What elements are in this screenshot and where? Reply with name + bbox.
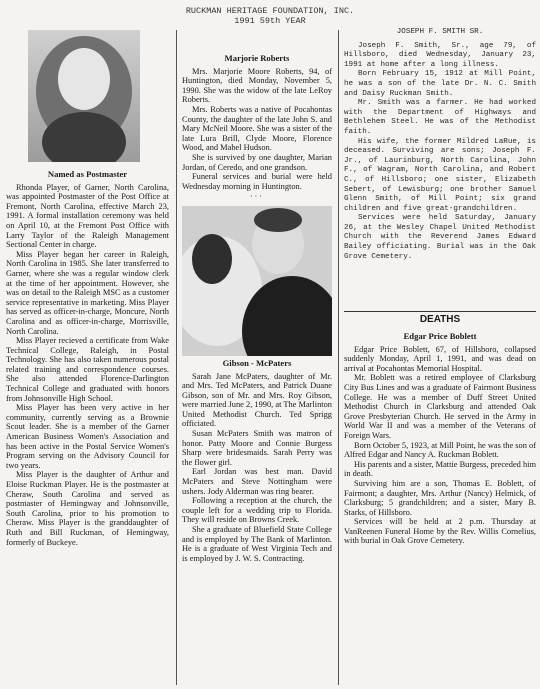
paragraph: Susan McPaters Smith was matron of honor. Patty Moore and Connie Burgess Sharp were bridesmaids. Sarah Perry was the flower girl. [182, 429, 332, 467]
portrait-photo [28, 30, 140, 162]
paragraph: Miss Player has been very active in her community, currently serving as a Brownie Scout leader. She is a member of the Garner American Business Women's Association and has been active in the Postal Service Women's Program serving on the Advisory Council for two years. [6, 403, 169, 470]
paragraph: She a graduate of Bluefield State College and is employed by The Bank of Marlinton. He is a graduate of West Virginia Tech and is employed by J. W. S. Contracting. [182, 525, 332, 563]
paragraph: Services will be held at 2 p.m. Thursday at VanReenen Funeral Home by the Rev. Willis Cornelius, with burial in Oak Grove Cemetery. [344, 517, 536, 546]
column-divider [176, 30, 177, 685]
paragraph: Earl Jordan was best man. David McPaters and Steve Nottingham were ushers. Jody Alderman was ring bearer. [182, 467, 332, 496]
paragraph: Born February 15, 1912 at Mill Point, he was a son of the late Dr. N. C. Smith and Daisy Ruckman Smith. [344, 70, 536, 98]
paragraph: Mr. Smith was a farmer. He had worked with the Department of Highways and Bethlehem Steel. He was of the Methodist faith. [344, 99, 536, 136]
paragraph: Edgar Price Boblett, 67, of Hillsboro, collapsed suddenly Monday, April 1, 1991, and was dead on arrival at Pocahontas Memorial Hospital. [344, 344, 536, 373]
column-divider [338, 30, 339, 685]
paragraph: Rhonda Player, of Garner, North Carolina, was appointed Postmaster of the Post Office at Fremont, North Carolina, effective March 23, 1991. A formal installation ceremony was held on April 10, at the Fremont Post Office with Larry Taylor of the Raleigh Management Sectional Center in charge. [6, 182, 169, 250]
paragraph: Mr. Boblett was a retired employee of Clarksburg City Bus Lines and was a graduate of Fairmont Business College. He was a member of Duff Street United Methodist Church in Clarksburg and attended Oak Grove Presbyterian Church. He served in the Army in World War II and was a member of the Veterans of Foreign Wars. [344, 373, 536, 440]
section-rule [344, 311, 536, 312]
paragraph: Sarah Jane McPaters, daughter of Mr. and Mrs. Ted McPaters, and Patrick Duane Gibson, son of Mr. and Mrs. Roy Gibson, were married June 2, 1990, at The Marlinton United Methodist Church. Ted Sprigg officiated. [182, 371, 332, 429]
header-line-2: 1991 59th YEAR [234, 16, 306, 26]
separator-dots: ··· [250, 192, 264, 202]
postmaster-article [6, 30, 169, 547]
paragraph: Miss Player began her career in Raleigh, North Carolina in 1985. She later transferred to Garner, where she was a regular window clerk at the time of her appointment. However, she was on detail to the Raleigh MSC as a customer service representative in marketing. Miss Player has served as officer-in-charge, Moncure, North Carolina and as officer-in-charge, Morrisville, North Carolina. [6, 249, 169, 336]
article-title: Edgar Price Boblett [403, 331, 477, 341]
paragraph: Following a reception at the church, the couple left for a wedding trip to Florida. They will reside on Browns Creek. [182, 496, 332, 525]
paragraph: Miss Player recieved a certificate from Wake Technical College, Raleigh, in Postal Technology. She has also taken numerous postal related training and correspondence courses. She also attended Florence-Darlington Technical College and graduated with honors from Johnsonville High School. [6, 336, 169, 403]
header-line-1: RUCKMAN HERITAGE FOUNDATION, INC. [185, 6, 355, 16]
photo-caption: Gibson - McPaters [222, 357, 292, 368]
paragraph: Born October 5, 1923, at Mill Point, he was the son of Alfred Edgar and Nancy A. Ruckman Boblett. [344, 440, 536, 460]
paragraph: His wife, the former Mildred LaRue, is deceased. Surviving are sons; Joseph F. Jr., of Laurinburg, North Carolina, John F., of Wagram, North Carolina, and Robert C., of Hillsboro; one sister, Elizabeth Sebert, of Lewisburg; one brother Samuel Glenn Smith, of Mill Point; six grand children and five great-grandchildren. [344, 137, 536, 213]
roberts-mcpaters-column [182, 52, 332, 563]
paragraph: Joseph F. Smith, Sr., age 79, of Hillsboro, died Wednesday, January 23, 1991 at home after a long illness. [344, 41, 536, 69]
wedding-photo [182, 206, 332, 356]
paragraph: Surviving him are a son, Thomas E. Boblett, of Fairmont; a daughter, Mrs. Arthur (Nancy) Helmick, of Clarksburg; 5 grandchildren; and a sister, Mary B. Starks, of Hillsboro. [344, 478, 536, 517]
smith-obituary [344, 28, 536, 262]
article-title: Named as Postmaster [47, 169, 128, 179]
paragraph: Miss Player is the daughter of Arthur and Eloise Ruckman Player. He is the postmaster at Cheraw, South Carolina and served as postmaster of Hemingway and Johnsonville, South Carolina, prior to his promotion to Cheraw. Miss Player is the granddaughter of Ruth and Bill Ruckman, of Hemingway, formerly of Buckeye. [6, 470, 169, 547]
paragraph: Mrs. Marjorie Moore Roberts, 94, of Huntington, died Monday, November 5, 1990. She was the widow of the late LeRoy Roberts. [182, 66, 332, 105]
page-header [0, 6, 540, 26]
paragraph: His parents and a sister, Mattie Burgess, preceded him in death. [344, 459, 536, 479]
deaths-heading: DEATHS [419, 314, 461, 325]
paragraph: She is survived by one daughter, Marian Jordan, of Ceredo, and one grandson. [182, 152, 332, 172]
paragraph: Mrs. Roberts was a native of Pocahontas County, the daughter of the late John S. and Mary McNeil Moore. She was a sister of the late Lura Brill, Clyde Moore, Florence Wood, and Mabel Hudson. [182, 104, 332, 153]
paragraph: Services were held Saturday, January 26, at the Wesley Chapel United Methodist Church with the Reverend James Edward Bailey officiating. Burial was in the Oak Grove Cemetery. [344, 214, 536, 261]
boblett-obituary [344, 330, 536, 546]
article-title: JOSEPH F. SMITH SR. [396, 28, 484, 36]
paragraph: Funeral services and burial were held Wednesday morning in Huntington. [182, 172, 332, 191]
article-title: Marjorie Roberts [224, 53, 290, 63]
